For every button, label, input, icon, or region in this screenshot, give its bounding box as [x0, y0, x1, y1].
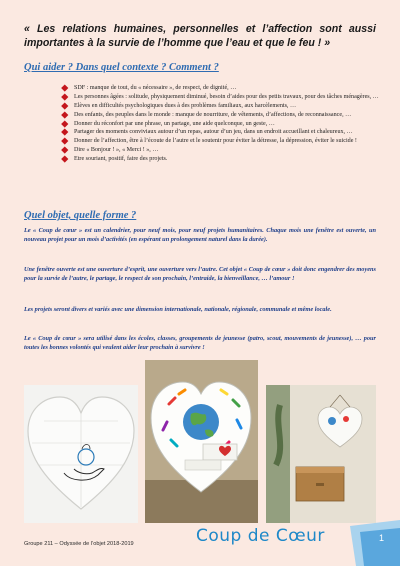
list-item: Elèves en difficultés psychologiques dues à des problèmes familiaux, aux harcèlements, … [62, 102, 380, 110]
colorful-heart-photo [145, 360, 258, 523]
list-item: SDF : manque de tout, du « nécessaire », de respect, de dignité, … [62, 84, 380, 92]
brand-logo: Coup de Cœur [196, 526, 325, 546]
paragraph-open-window: Une fenêtre ouverte est une ouverture d’esprit, une ouverture vers l’autre. Cet objet « Coup de cœur » doit donc engendrer des moyens pour la survie de l’autre, le partage, le respect de son prochain, l’entraide, la bienveillance, … l’amour ! [24, 266, 376, 282]
globe-heart-illustration [145, 360, 258, 523]
help-context-list [62, 84, 380, 164]
paragraph-projects: Les projets seront divers et variés avec une dimension internationale, nationale, régionale, communale et même locale. [24, 306, 332, 313]
diamond-bullet-icon [61, 129, 68, 136]
diamond-bullet-icon [61, 84, 68, 91]
heart-sketch-photo [24, 385, 138, 523]
wall-heart-photo [266, 385, 376, 523]
diamond-bullet-icon [61, 93, 68, 100]
list-item: Partager des moments conviviaux autour d’un repas, autour d’un jeu, dans un endroit accueillant et chaleureux, … [62, 128, 380, 136]
list-item: Des enfants, des peuples dans le monde : manque de nourriture, de vêtements, d’affections, de reconnaissance, … [62, 111, 380, 119]
diamond-bullet-icon [61, 120, 68, 127]
list-item: Les personnes âgées : solitude, physiquement diminué, besoin d’aides pour des petits travaux, pour des tâches ménagères, … [62, 93, 380, 101]
diamond-bullet-icon [61, 156, 68, 163]
intro-quote: « Les relations humaines, personnelles et l’affection sont aussi importantes à la survie de l’homme que l’eau et que le feu ! » [24, 23, 376, 49]
list-item: Dire « Bonjour ! », « Merci ! », … [62, 146, 380, 154]
white-heart-illustration [24, 385, 138, 523]
list-item: Donner du réconfort par une phrase, un partage, une aide quelconque, un geste, … [62, 120, 380, 128]
list-item: Etre souriant, positif, faire des projets. [62, 155, 380, 163]
diamond-bullet-icon [61, 102, 68, 109]
page-corner-decoration [350, 520, 400, 566]
diamond-bullet-icon [61, 111, 68, 118]
page-number: 1 [379, 533, 385, 543]
paragraph-usage: Le « Coup de cœur » sera utilisé dans les écoles, classes, groupements de jeunesse (patro, scout, mouvements de jeunesse), … pour toutes les bonnes volontés qui veulent aider leur prochain à survivre ! [24, 335, 376, 351]
footer-group-label: Groupe 211 – Odyssée de l’objet 2018-2019 [24, 541, 134, 547]
list-item: Donner de l’affection, être à l’écoute de l’autre et le soutenir pour éviter la détresse, la dépression, éviter le suicide ! [62, 137, 380, 145]
section-title-who-to-help: Qui aider ? Dans quel contexte ? Comment ? [24, 62, 219, 73]
diamond-bullet-icon [61, 138, 68, 145]
section-title-object-form: Quel objet, quelle forme ? [24, 210, 137, 221]
diamond-bullet-icon [61, 147, 68, 154]
paragraph-calendar: Le « Coup de cœur » est un calendrier, pour neuf mois, pour neuf projets humanitaires. Chaque mois une fenêtre est ouverte, un nouveau projet pour un mois d’activités (en espérant un prolongement naturel dans la durée). [24, 227, 376, 243]
wall-display-illustration [266, 385, 376, 523]
